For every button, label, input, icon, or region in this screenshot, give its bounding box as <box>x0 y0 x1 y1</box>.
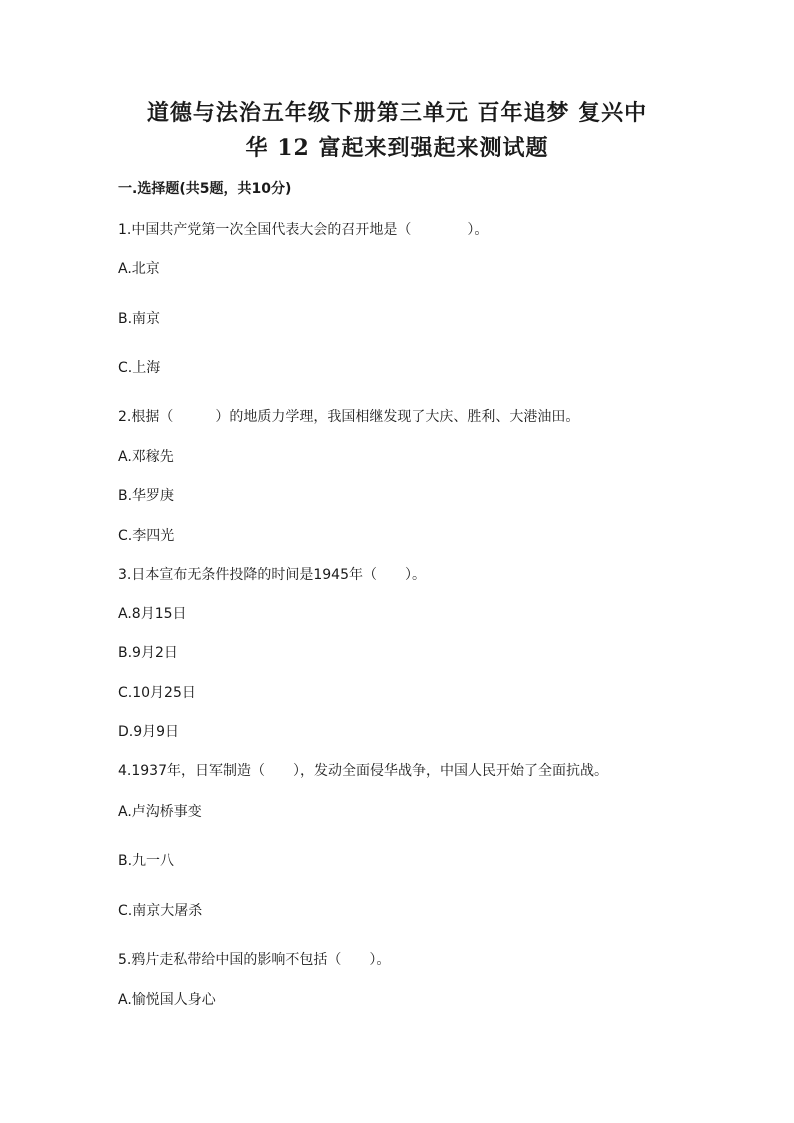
question-2-option-c: C.李四光 <box>118 528 175 544</box>
question-2-option-a: A.邓稼先 <box>118 449 174 465</box>
question-3-stem: 3.日本宣布无条件投降的时间是1945年（ ）。 <box>118 567 426 583</box>
question-2-option-b: B.华罗庚 <box>118 488 175 504</box>
question-3-option-a: A.8月15日 <box>118 606 187 622</box>
question-3-option-c: C.10月25日 <box>118 685 196 701</box>
question-1-option-a: A.北京 <box>118 261 160 277</box>
question-3-option-d: D.9月9日 <box>118 724 180 740</box>
question-1-option-b: B.南京 <box>118 311 161 327</box>
question-3-option-b: B.9月2日 <box>118 645 178 661</box>
question-2-stem: 2.根据（ ）的地质力学理，我国相继发现了大庆、胜利、大港油田。 <box>118 409 580 425</box>
question-1-stem: 1.中国共产党第一次全国代表大会的召开地是（ ）。 <box>118 222 489 238</box>
question-4-option-b: B.九一八 <box>118 853 175 869</box>
question-5-option-a: A.愉悦国人身心 <box>118 992 216 1008</box>
question-5-stem: 5.鸦片走私带给中国的影响不包括（ ）。 <box>118 952 391 968</box>
document-title-line-1: 道德与法治五年级下册第三单元 百年追梦 复兴中 <box>146 100 648 126</box>
document-title-line-2: 华 12 富起来到强起来测试题 <box>245 135 549 161</box>
question-1-option-c: C.上海 <box>118 360 161 376</box>
question-4-option-a: A.卢沟桥事变 <box>118 804 202 820</box>
question-4-option-c: C.南京大屠杀 <box>118 903 203 919</box>
question-4-stem: 4.1937年，日军制造（ ），发动全面侵华战争，中国人民开始了全面抗战。 <box>118 763 608 779</box>
section-heading: 一.选择题(共5题，共10分) <box>118 181 292 197</box>
